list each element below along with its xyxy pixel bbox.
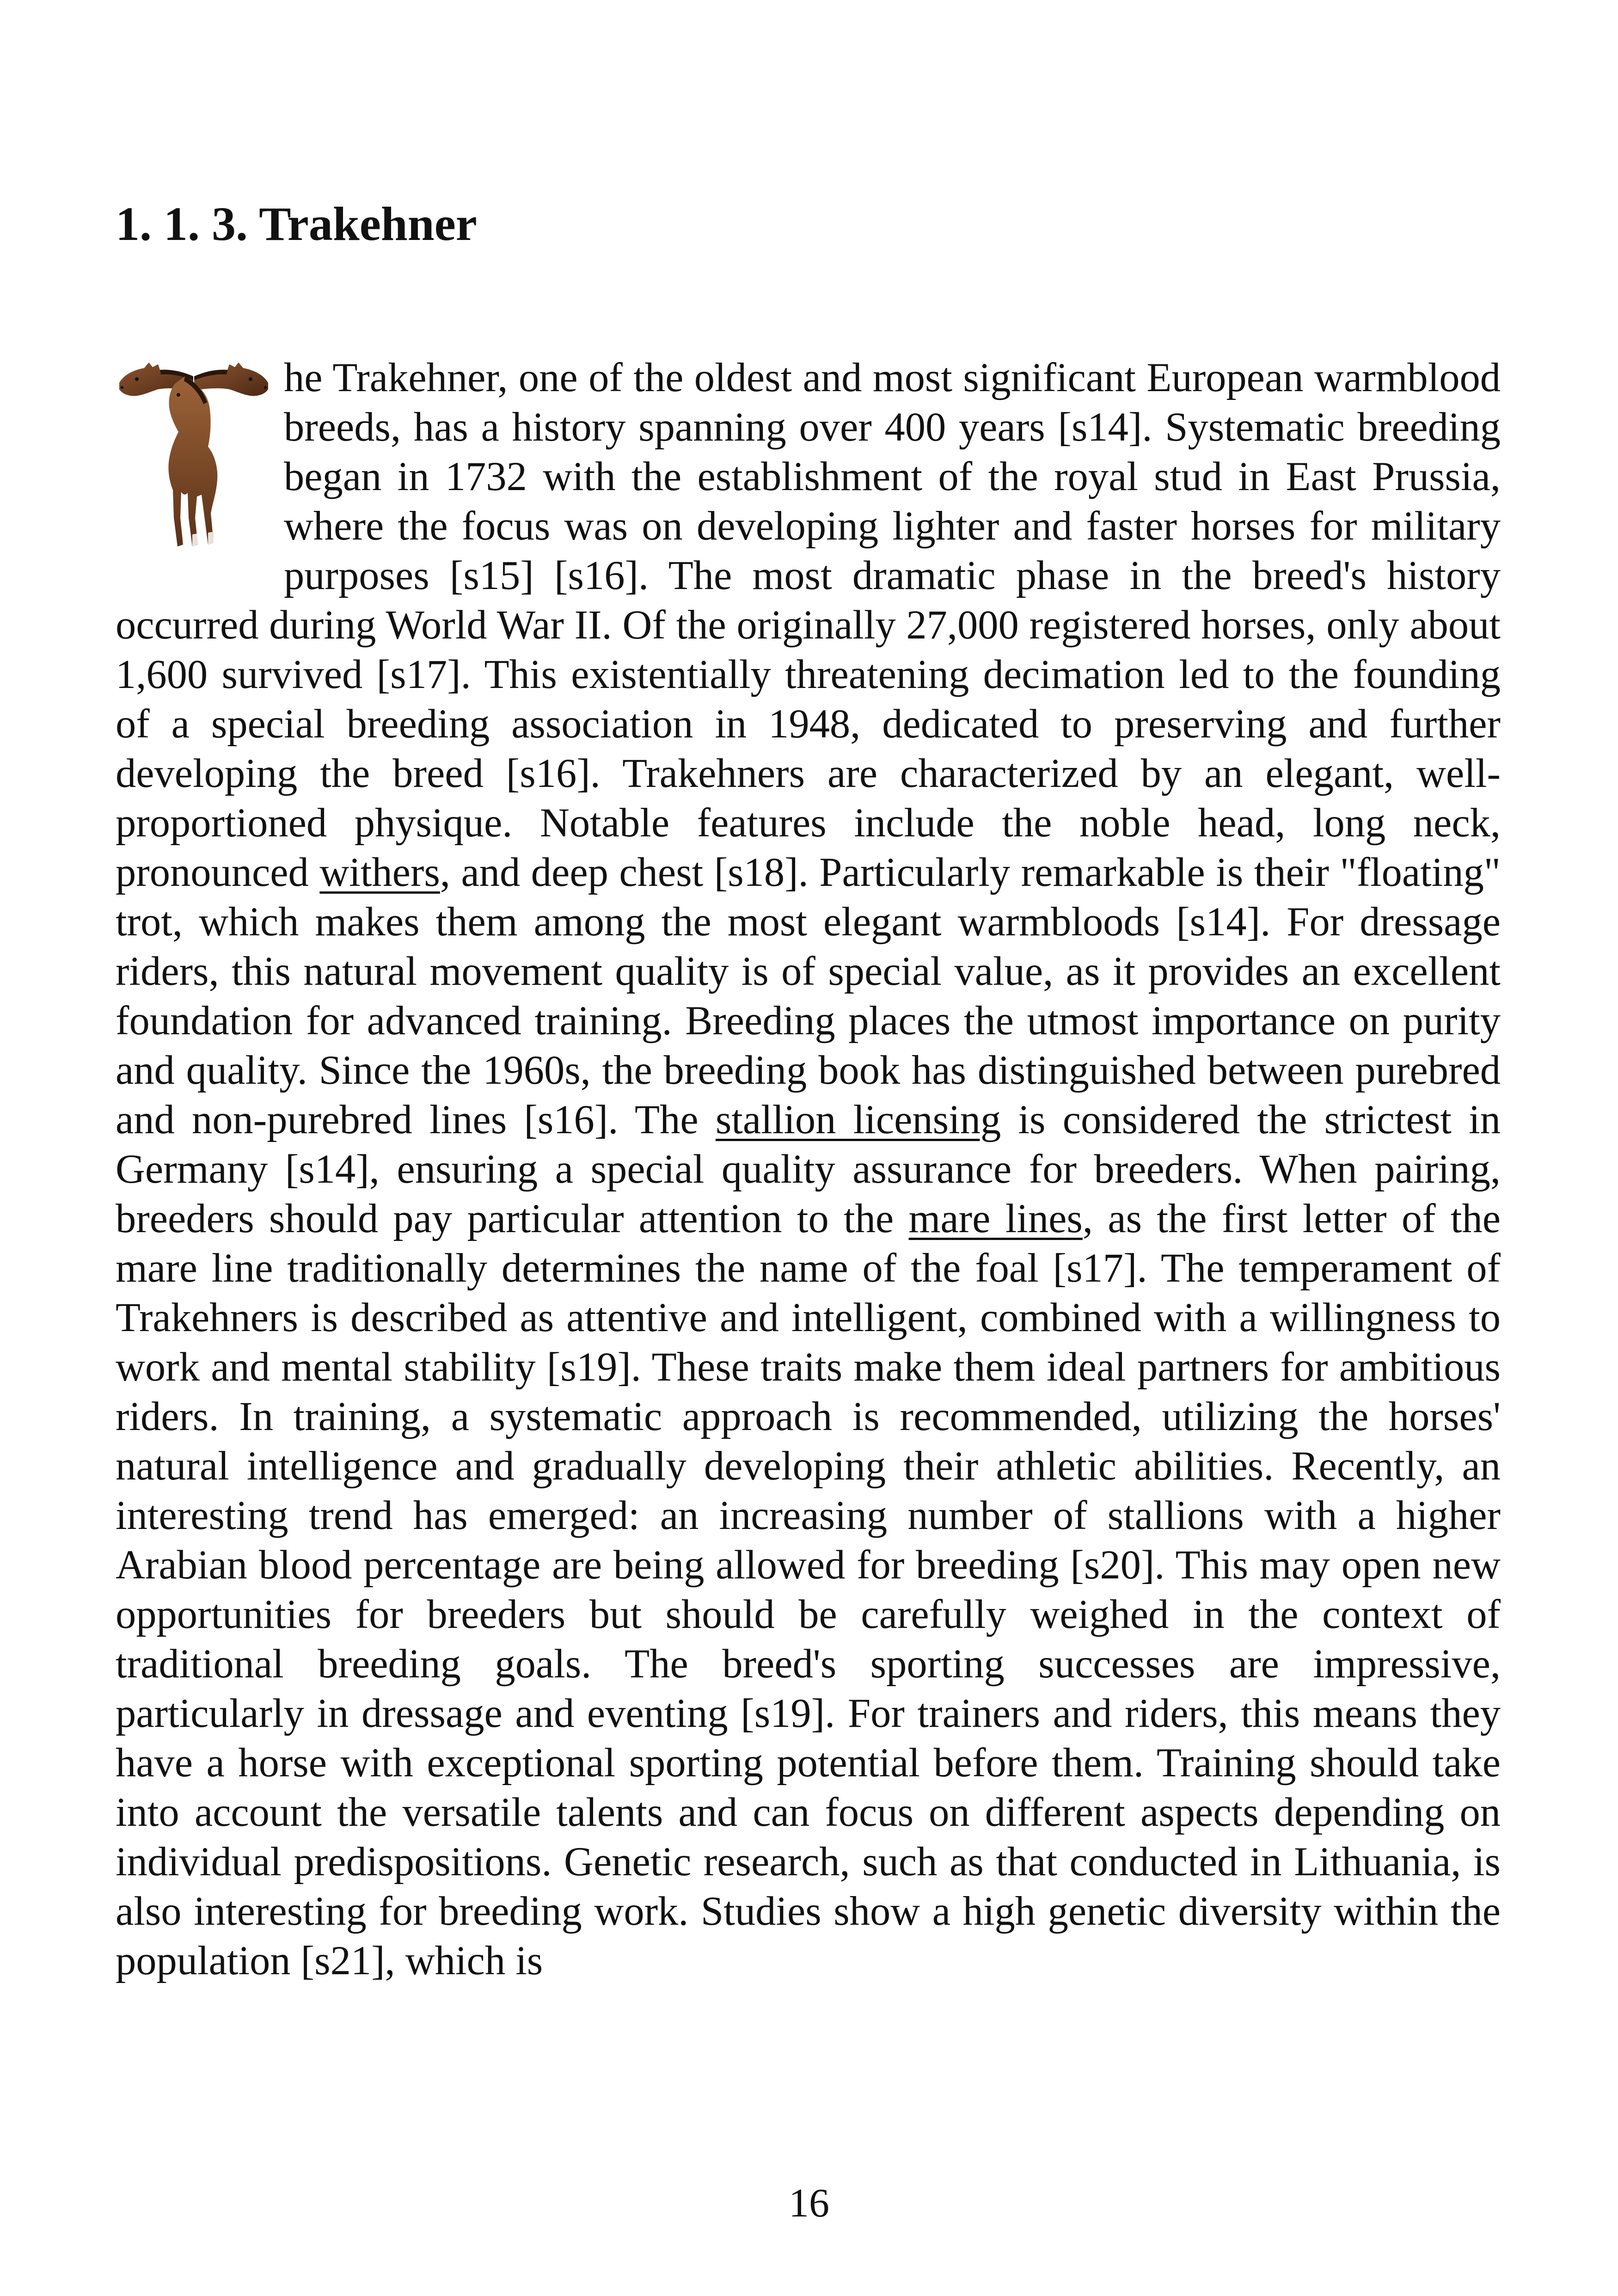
horse-dropcap-icon [116, 356, 272, 554]
paragraph-text-3: is considered the strictest in Germany [s14], ensuring a special quality assurance for breeders. When pairing, breeders should pay particular attention to the [116, 1097, 1501, 1241]
paragraph-text-4: , as the first letter of the mare line traditionally determines the name of the foal [s17]. The temperament of Trakehners is described as attentive and intelligent, combined with a willingness to work and mental stability [s19]. These traits make them ideal partners for ambitious riders. In training, a systematic approach is recommended, utilizing the horses' natural intelligence and gradually developing their athletic abilities. Recently, an interesting trend has emerged: an increasing number of stallions with a higher Arabian blood percentage are being allowed for breeding [s20]. This may open new opportunities for breeders but should be carefully weighed in the context of traditional breeding goals. The breed's sporting successes are impressive, particularly in dressage and eventing [s19]. For trainers and riders, this means they have a horse with exceptional sporting potential before them. Training should take into account the versatile talents and can focus on different aspects depending on individual predispositions. Genetic research, such as that conducted in Lithuania, is also interesting for breeding work. Studies show a high genetic diversity within the population [s21], which is [116, 1196, 1501, 1983]
body-paragraph [116, 353, 1501, 1986]
stallion-licensing-link[interactable]: stallion licensing [715, 1097, 1001, 1142]
paragraph-text-2: , and deep chest [s18]. Particularly remarkable is their "floating" trot, which makes them among the most elegant warmbloods [s14]. For dressage riders, this natural movement quality is of special value, as it provides an excellent foundation for advanced training. Breeding places the utmost importance on purity and quality. Since the 1960s, the breeding book has distinguished between purebred and non-purebred lines [s16]. The [116, 850, 1501, 1142]
withers-link[interactable]: withers [319, 850, 440, 895]
paragraph-text-1: he Trakehner, one of the oldest and most significant European warmblood breeds, has a history spanning over 400 years [s14]. Systematic breeding began in 1732 with the establishment of the royal stud in East Prussia, where the focus was on developing lighter and faster horses for military purposes [s15] [s16]. The most dramatic phase in the breed's history occurred during World War II. Of the originally 27,000 registered horses, only about 1,600 survived [s17]. This existentially threatening decimation led to the founding of a special breeding association in 1948, dedicated to preserving and further developing the breed [s16]. Trakehners are characterized by an elegant, well-proportioned physique. Notable features include the noble head, long neck, pronounced [116, 355, 1501, 895]
mare-lines-link[interactable]: mare lines [908, 1196, 1083, 1241]
section-heading: 1. 1. 3. Trakehner [116, 197, 477, 251]
page-number: 16 [789, 2181, 829, 2226]
